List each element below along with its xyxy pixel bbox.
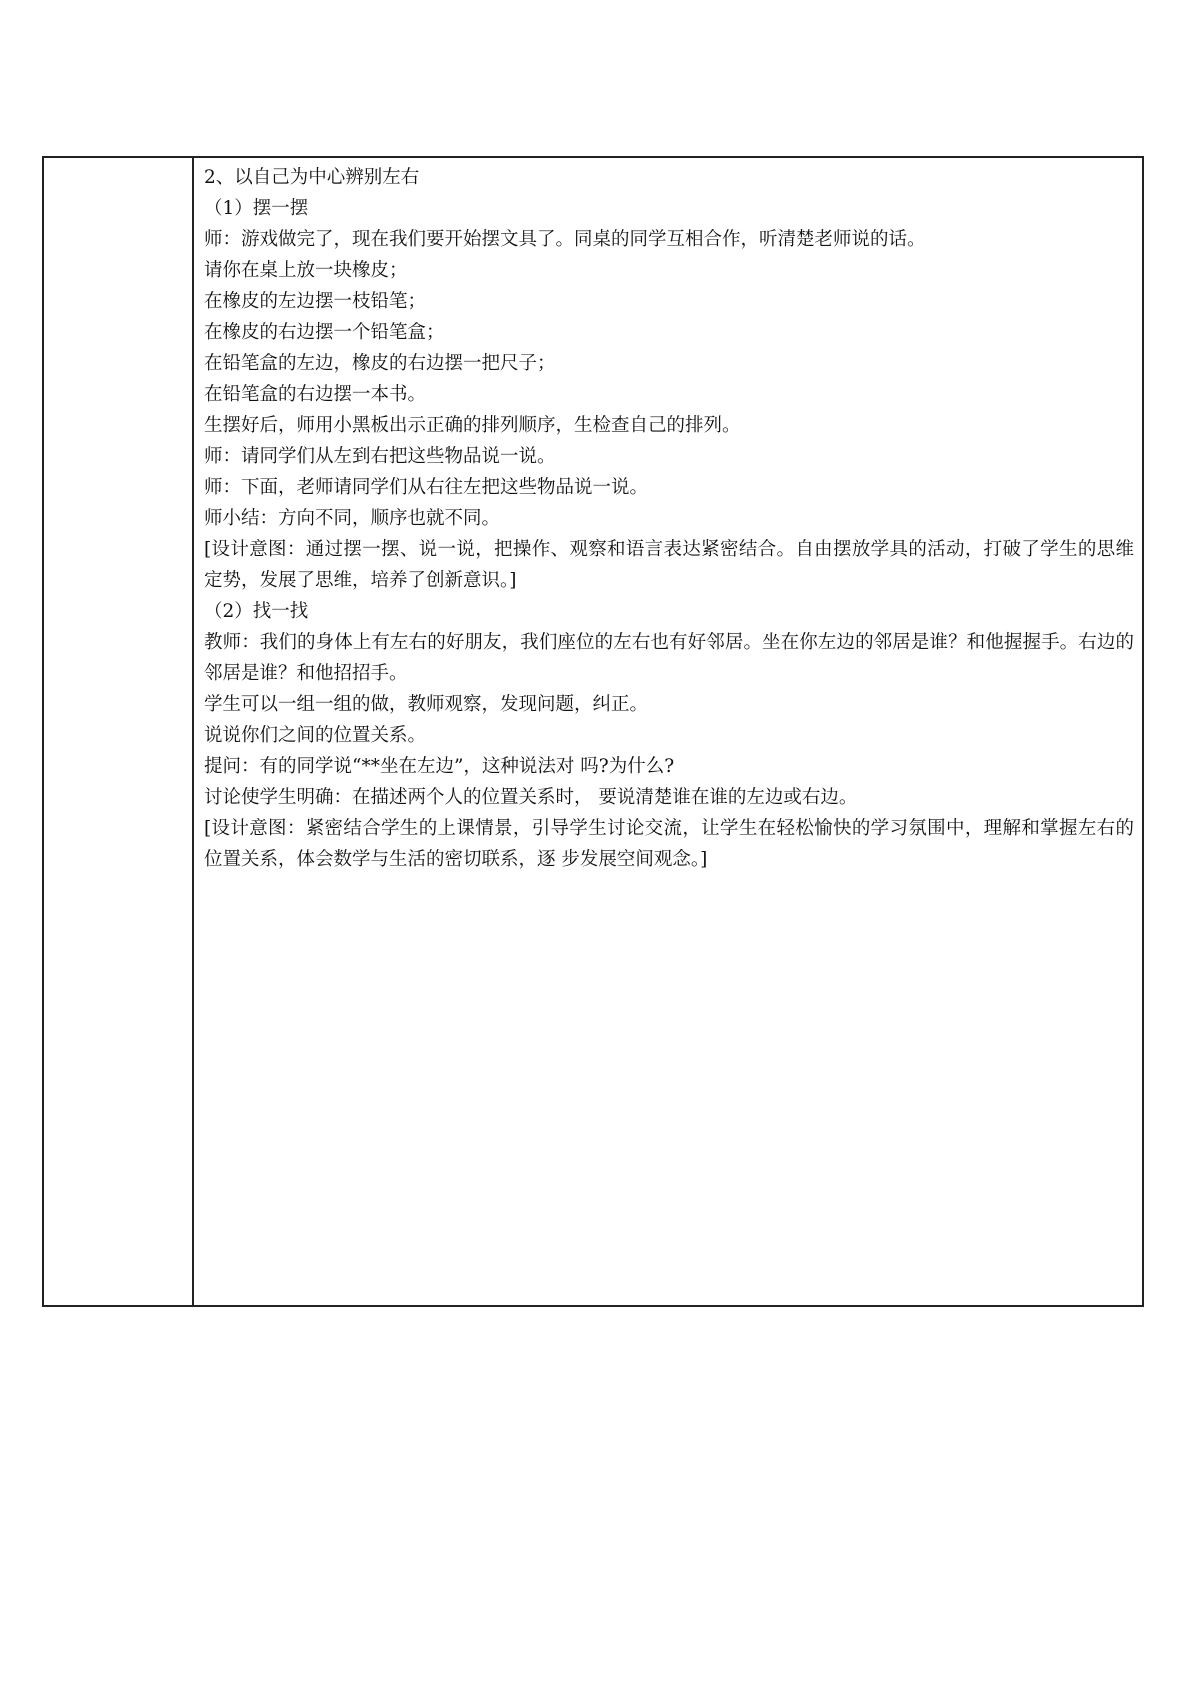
paragraph: 在橡皮的右边摆一个铅笔盒；: [204, 322, 445, 343]
paragraph: 提问：有的同学说“**坐在左边”，这种说法对 吗?为什么?: [204, 756, 675, 777]
paragraph: 师：下面，老师请同学们从右往左把这些物品说一说。: [204, 477, 649, 498]
section-heading: 2、以自己为中心辨别左右: [204, 167, 420, 188]
design-intent-note: [设计意图：紧密结合学生的上课情景，引导学生讨论交流，让学生在轻松愉快的学习氛围中，理解和掌握左右的位置关系，体会数学与生活的密切联系，逐 步发展空间观念。]: [204, 818, 1134, 870]
paragraph: 师小结：方向不同，顺序也就不同。: [204, 508, 501, 529]
paragraph: 讨论使学生明确：在描述两个人的位置关系时， 要说清楚谁在谁的左边或右边。: [204, 787, 858, 808]
paragraph: 在橡皮的左边摆一枝铅笔；: [204, 291, 427, 312]
subsection-heading: （2）找一找: [204, 601, 309, 622]
paragraph: 说说你们之间的位置关系。: [204, 725, 427, 746]
paragraph: 师：游戏做完了，现在我们要开始摆文具了。同桌的同学互相合作，听清楚老师说的话。: [204, 229, 926, 250]
paragraph: 请你在桌上放一块橡皮；: [204, 260, 408, 281]
paragraph: 学生可以一组一组的做，教师观察，发现问题，纠正。: [204, 694, 649, 715]
paragraph: 师：请同学们从左到右把这些物品说一说。: [204, 446, 556, 467]
paragraph: 在铅笔盒的左边，橡皮的右边摆一把尺子；: [204, 353, 556, 374]
lesson-table: [42, 156, 1144, 1307]
paragraph: 生摆好后，师用小黑板出示正确的排列顺序，生检查自己的排列。: [204, 415, 741, 436]
subsection-heading: （1）摆一摆: [204, 198, 309, 219]
paragraph: 教师：我们的身体上有左右的好朋友，我们座位的左右也有好邻居。坐在你左边的邻居是谁？和他握握手。右边的邻居是谁？和他招招手。: [204, 632, 1134, 684]
table-content-cell: [194, 158, 1142, 1305]
paragraph: 在铅笔盒的右边摆一本书。: [204, 384, 427, 405]
table-left-column: [44, 158, 194, 1305]
design-intent-note: [设计意图：通过摆一摆、说一说，把操作、观察和语言表达紧密结合。自由摆放学具的活动，打破了学生的思维定势，发展了思维，培养了创新意识。]: [204, 539, 1134, 591]
